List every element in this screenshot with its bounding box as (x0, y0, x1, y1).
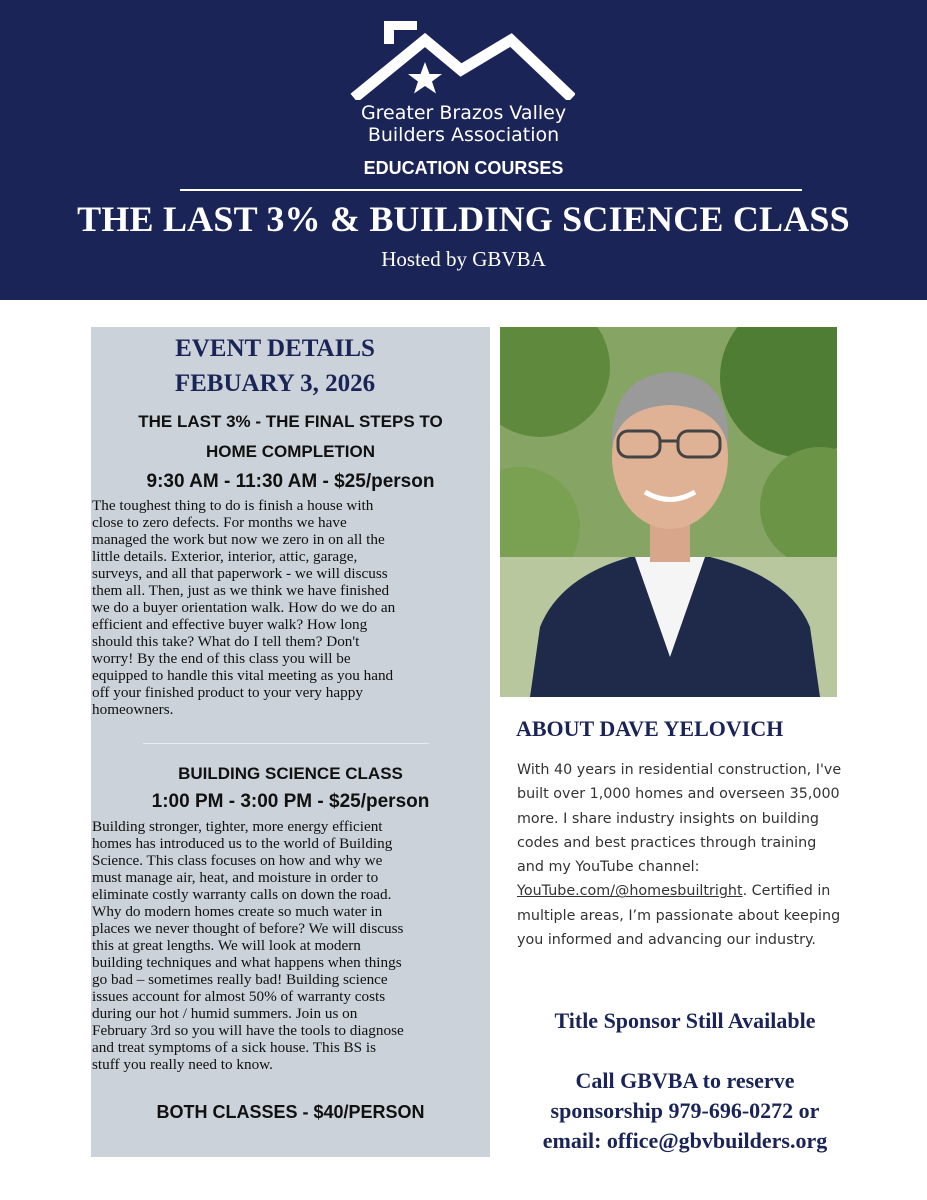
class1-time-price: 9:30 AM - 11:30 AM - $25/person (146, 471, 435, 492)
class1-title-line1: THE LAST 3% - THE FINAL STEPS TO (138, 412, 443, 431)
class2-description-line: Building stronger, tighter, more energy efficient (92, 818, 383, 835)
sponsor-email: email: office@gbvbuilders.org (542, 1128, 828, 1153)
class2-description-line: Why do modern homes create so much water in (92, 903, 383, 920)
class1-description-line: them all. Then, just as we think we have finished (92, 582, 390, 599)
class2-description-line: during our hot / humid summers. Join us on (92, 1005, 358, 1022)
class1-description-line: homeowners. (92, 701, 174, 718)
event-details-panel (91, 327, 490, 1157)
header-divider (180, 189, 802, 191)
about-text-intro: With 40 years in residential construction, I've built over 1,000 homes and overseen 35,000 more. I share industry insights on building codes and best practices through training and my YouTube channel: (517, 762, 842, 876)
class2-description-line: and treat symptoms of a sick house. This BS is (92, 1039, 377, 1056)
class2-description-line: Science. This class focuses on how and why we (92, 852, 383, 869)
class2-description-line: issues account for almost 50% of warranty costs (92, 988, 386, 1005)
class2-description-line: building techniques and what happens when things (92, 954, 402, 971)
hosted-by: Hosted by GBVBA (381, 247, 546, 271)
class1-description-line: The toughest thing to do is finish a house with (92, 497, 374, 514)
youtube-link[interactable]: YouTube.com/@homesbuiltright (517, 883, 743, 900)
class1-description-line: we do a buyer orientation walk. How do we do an (92, 599, 396, 616)
class1-description-line: close to zero defects. For months we have (92, 514, 347, 531)
event-date: FEBUARY 3, 2026 (174, 370, 376, 397)
class1-description (92, 497, 488, 718)
section-divider (143, 743, 429, 744)
class2-description-line: stuff you really need to know. (92, 1056, 273, 1073)
class1-description-line: efficient and effective buyer walk? How long (92, 616, 368, 633)
class2-time-price: 1:00 PM - 3:00 PM - $25/person (151, 791, 430, 812)
org-name-line1: Greater Brazos Valley (360, 102, 567, 124)
sponsor-contact-line1: Call GBVBA to reserve (575, 1068, 795, 1093)
class1-description-line: surveys, and all that paperwork - we will discuss (92, 565, 388, 582)
class1-description-line: little details. Exterior, interior, attic, garage, (92, 548, 358, 565)
class1-title-line2: HOME COMPLETION (205, 442, 376, 461)
header-banner (0, 0, 927, 300)
class2-description-line: go bad – sometimes really bad! Building science (92, 971, 388, 988)
class2-description (92, 818, 488, 1073)
presenter-photo (500, 327, 837, 697)
about-text-outro: . Certified in multiple areas, I’m passionate about keeping you informed and advancing our industry. (517, 883, 841, 949)
class2-description-line: places we never thought of before? We will discuss (92, 920, 404, 937)
class1-description-line: worry! By the end of this class you will be (92, 650, 351, 667)
about-heading: ABOUT DAVE YELOVICH (516, 716, 784, 741)
class1-description-line: managed the work but now we zero in on all the (92, 531, 385, 548)
class2-description-line: homes has introduced us to the world of Building (92, 835, 393, 852)
sponsor-phone: sponsorship 979-696-0272 or (550, 1098, 820, 1123)
class1-description-line: should this take? What do I tell them? Don't (92, 633, 360, 650)
class2-description-line: must manage air, heat, and moisture in order to (92, 869, 379, 886)
category-label: EDUCATION COURSES (363, 158, 564, 178)
page-title: THE LAST 3% & BUILDING SCIENCE CLASS (77, 199, 850, 239)
about-text (517, 758, 847, 952)
class2-description-line: February 3rd so you will have the tools to diagnose (92, 1022, 404, 1039)
class2-description-line: this at great lengths. We will look at modern (92, 937, 361, 954)
both-classes-price: BOTH CLASSES - $40/PERSON (156, 1102, 425, 1122)
org-name-line2: Builders Association (367, 124, 560, 146)
class2-title: BUILDING SCIENCE CLASS (178, 764, 403, 783)
sponsor-availability: Title Sponsor Still Available (554, 1008, 816, 1033)
class1-description-line: off your finished product to your very happy (92, 684, 363, 701)
presenter-portrait-image (500, 327, 837, 697)
class1-description-line: equipped to handle this vital meeting as you hand (92, 667, 394, 684)
house-roof-star-logo-icon (350, 18, 575, 100)
event-details-heading: EVENT DETAILS (175, 335, 375, 362)
class2-description-line: eliminate costly warranty calls on down the road. (92, 886, 392, 903)
